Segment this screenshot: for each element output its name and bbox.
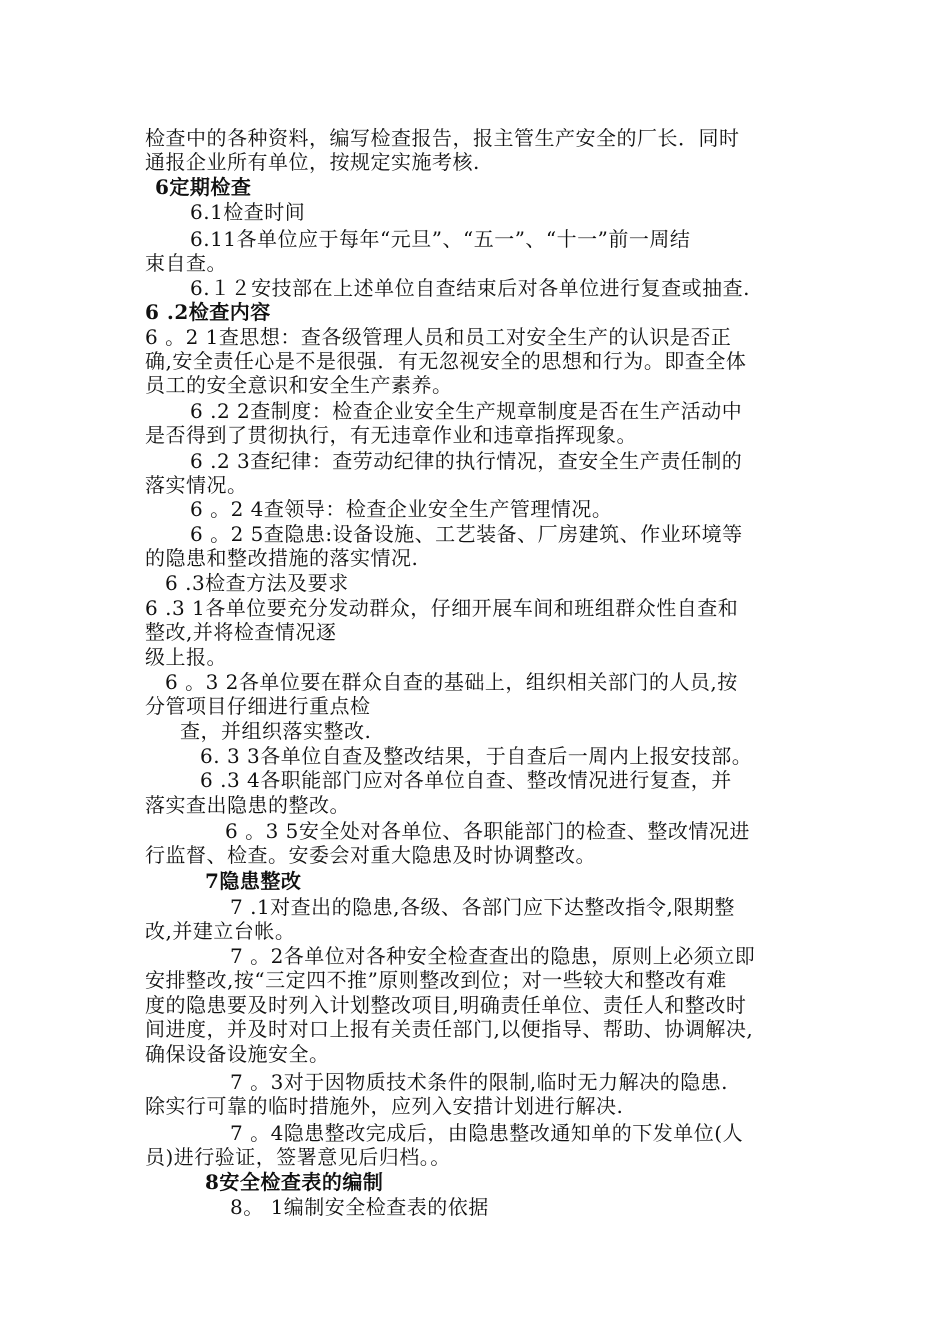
body-text-line: 束自查。 xyxy=(145,251,227,275)
body-text-line: 间进度，并及时对口上报有关责任部门,以便指导、帮助、协调解决, xyxy=(145,1017,754,1041)
body-text-line: 7 。4隐患整改完成后，由隐患整改通知单的下发单位(人 xyxy=(230,1121,744,1145)
body-text-line: 6.11各单位应于每年“元旦”、“五一”、“十一”前一周结 xyxy=(190,227,691,251)
body-text-line: 级上报。 xyxy=(145,645,227,669)
body-text-line: 6 .3 1各单位要充分发动群众，仔细开展车间和班组群众性自查和 xyxy=(145,596,739,620)
body-text-line: 是否得到了贯彻执行，有无违章作业和违章指挥现象。 xyxy=(145,423,637,447)
body-text-line: 员)进行验证，签署意见后归档。。 xyxy=(145,1145,451,1169)
body-text-line: 分管项目仔细进行重点检 xyxy=(145,694,371,718)
section-heading: 8安全检查表的编制 xyxy=(205,1170,384,1194)
body-text-line: 检查中的各种资料，编写检查报告，报主管生产安全的厂长．同时 xyxy=(145,126,740,150)
body-text-line: 整改,并将检查情况逐 xyxy=(145,620,337,644)
body-text-line: 6 。3 5安全处对各单位、各职能部门的检查、整改情况进 xyxy=(225,819,750,843)
body-text-line: 安排整改,按“三定四不推”原则整改到位；对一些较大和整改有难 xyxy=(145,968,727,992)
body-text-line: 改,并建立台帐。 xyxy=(145,919,296,943)
body-text-line: 6 .3 4各职能部门应对各单位自查、整改情况进行复查，并 xyxy=(200,768,732,792)
body-text-line: 查，并组织落实整改. xyxy=(180,719,372,743)
section-heading: 6定期检查 xyxy=(155,175,252,199)
subsection-heading: 6.1检查时间 xyxy=(190,200,306,224)
body-text-line: 员工的安全意识和安全生产素养。 xyxy=(145,373,453,397)
body-text-line: 7 .1对查出的隐患,各级、各部门应下达整改指令,限期整 xyxy=(230,895,735,919)
body-text-line: 6 。2 5查隐患:设备设施、工艺装备、厂房建筑、作业环境等 xyxy=(190,522,743,546)
body-text-line: 6. 3 3各单位自查及整改结果，于自查后一周内上报安技部。 xyxy=(200,744,753,768)
subsection-heading: 6 .2检查内容 xyxy=(145,300,271,324)
body-text-line: 的隐患和整改措施的落实情况. xyxy=(145,546,419,570)
body-text-line: 除实行可靠的临时措施外，应列入安措计划进行解决. xyxy=(145,1094,624,1118)
body-text-line: 通报企业所有单位，按规定实施考核. xyxy=(145,150,480,174)
body-text-line: 6 .2 3查纪律：查劳动纪律的执行情况，查安全生产责任制的 xyxy=(190,449,743,473)
body-text-line: 落实情况。 xyxy=(145,473,248,497)
body-text-line: 6 。2 1查思想：查各级管理人员和员工对安全生产的认识是否正 xyxy=(145,325,732,349)
section-heading: 7隐患整改 xyxy=(205,869,302,893)
body-text-line: 7 。3对于因物质技术条件的限制,临时无力解决的隐患. xyxy=(230,1070,729,1094)
body-text-line: 度的隐患要及时列入计划整改项目,明确责任单位、责任人和整改时 xyxy=(145,993,747,1017)
body-text-line: 确保设备设施安全。 xyxy=(145,1042,330,1066)
body-text-line: 6 。2 4查领导：检查企业安全生产管理情况。 xyxy=(190,497,613,521)
body-text-line: 7 。2各单位对各种安全检查查出的隐患，原则上必须立即 xyxy=(230,944,756,968)
subsection-heading: 6 .3检查方法及要求 xyxy=(165,571,349,595)
body-text-line: 6.１２安技部在上述单位自查结束后对各单位进行复查或抽查. xyxy=(190,276,750,300)
body-text-line: 6 。3 2各单位要在群众自查的基础上，组织相关部门的人员,按 xyxy=(165,670,738,694)
subsection-heading: 8。 1编制安全检查表的依据 xyxy=(230,1195,489,1219)
body-text-line: 6 .2 2查制度：检查企业安全生产规章制度是否在生产活动中 xyxy=(190,399,743,423)
body-text-line: 确,安全责任心是不是很强．有无忽视安全的思想和行为。即查全体 xyxy=(145,349,747,373)
body-text-line: 行监督、检查。安委会对重大隐患及时协调整改。 xyxy=(145,843,596,867)
body-text-line: 落实查出隐患的整改。 xyxy=(145,793,350,817)
